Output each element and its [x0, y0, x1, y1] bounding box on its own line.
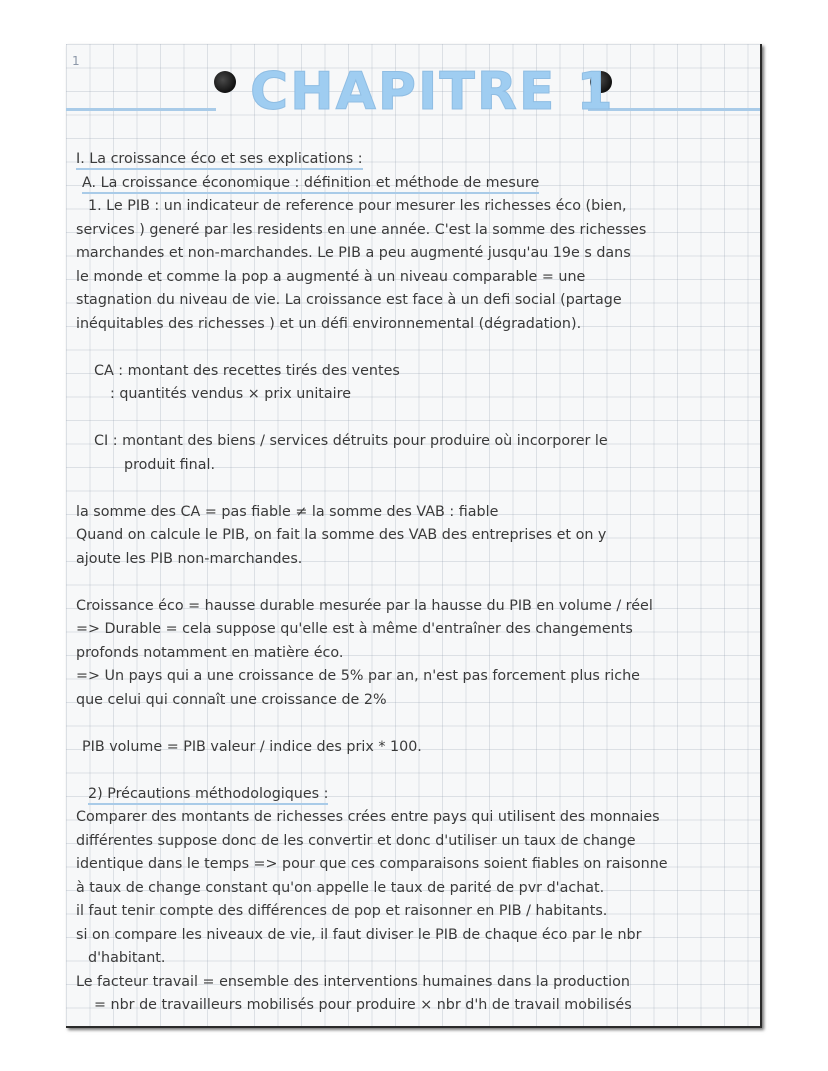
paragraph-line: Comparer des montants de richesses crées entre pays qui utilisent des monnaies: [76, 809, 660, 825]
paragraph-line: marchandes et non-marchandes. Le PIB a peu augmenté jusqu'au 19e s dans: [76, 245, 631, 261]
paragraph-line: Croissance éco = hausse durable mesurée par la hausse du PIB en volume / réel: [76, 597, 653, 614]
pib-volume-formula: PIB volume = PIB valeur / indice des prix * 100.: [82, 738, 422, 755]
definition-ca: CA : montant des recettes tirés des ventes: [94, 362, 400, 379]
definition-ci: CI : montant des biens / services détruits pour produire où incorporer le: [94, 433, 608, 449]
section-heading-1: I. La croissance éco et ses explications :: [76, 151, 363, 170]
paragraph-line: => Durable = cela suppose qu'elle est à même d'entraîner des changements: [76, 621, 633, 637]
notes-body: [76, 148, 752, 1018]
paragraph-line: d'habitant.: [88, 950, 166, 966]
section-heading-a: A. La croissance économique : définition et méthode de mesure: [82, 175, 539, 194]
title-underline-left: [66, 108, 216, 111]
notebook-page: [66, 44, 762, 1028]
paragraph-line: inéquitables des richesses ) et un défi environnemental (dégradation).: [76, 315, 582, 332]
paragraph-line: Quand on calcule le PIB, on fait la somme des VAB des entreprises et on y: [76, 527, 607, 543]
paragraph-line: => Un pays qui a une croissance de 5% par an, n'est pas forcement plus riche: [76, 668, 640, 684]
definition-ca-formula: : quantités vendus × prix unitaire: [110, 386, 351, 402]
paragraph-line: le monde et comme la pop a augmenté à un niveau comparable = une: [76, 268, 586, 285]
paragraph-line: ajoute les PIB non-marchandes.: [76, 550, 303, 567]
subsection-heading-1: 1. Le PIB : un indicateur de reference pour mesurer les richesses éco (bien,: [88, 198, 627, 214]
paragraph-line: la somme des CA = pas fiable ≠ la somme des VAB : fiable: [76, 503, 499, 520]
paragraph-line: = nbr de travailleurs mobilisés pour produire × nbr d'h de travail mobilisés: [94, 997, 632, 1013]
binder-hole-left: [214, 71, 236, 93]
paragraph-line: si on compare les niveaux de vie, il faut diviser le PIB de chaque éco par le nbr: [76, 926, 642, 943]
paragraph-line: profonds notamment en matière éco.: [76, 644, 344, 661]
paragraph-line: à taux de change constant qu'on appelle le taux de parité de pvr d'achat.: [76, 879, 605, 896]
paragraph-line: il faut tenir compte des différences de pop et raisonner en PIB / habitants.: [76, 903, 608, 919]
page-number: 1: [72, 54, 80, 68]
paragraph-line: identique dans le temps => pour que ces comparaisons soient fiables on raisonne: [76, 856, 668, 872]
definition-ci-cont: produit final.: [124, 456, 215, 473]
paragraph-line: Le facteur travail = ensemble des interventions humaines dans la production: [76, 973, 630, 990]
paragraph-line: différentes suppose donc de les convertir et donc d'utiliser un taux de change: [76, 832, 636, 849]
paragraph-line: stagnation du niveau de vie. La croissance est face à un defi social (partage: [76, 292, 622, 308]
paragraph-line: que celui qui connaît une croissance de 2%: [76, 691, 387, 708]
chapter-title: CHAPITRE 1: [250, 62, 615, 122]
section-heading-2: 2) Précautions méthodologiques :: [88, 786, 328, 805]
paragraph-line: services ) generé par les residents en une année. C'est la somme des richesses: [76, 221, 647, 238]
